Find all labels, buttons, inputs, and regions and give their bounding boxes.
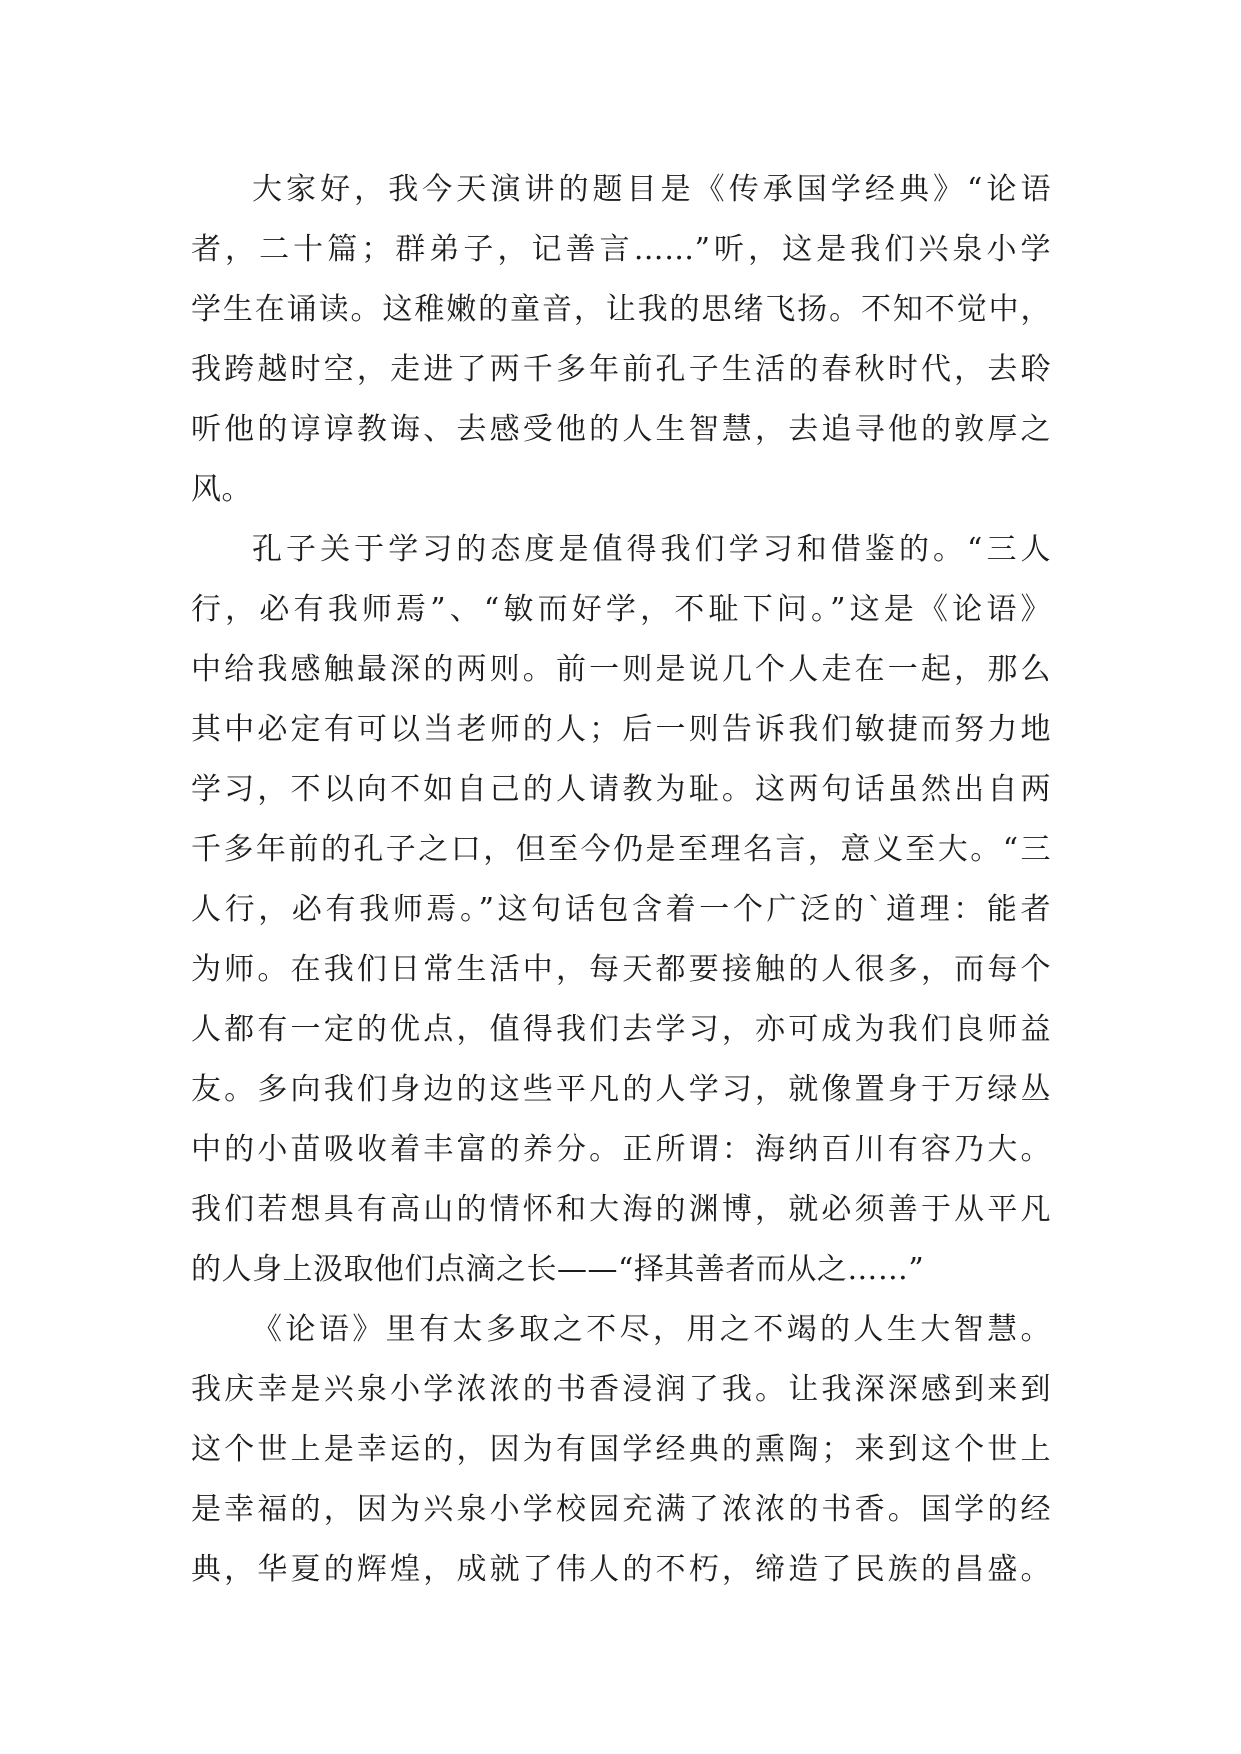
text-line: 我们若想具有高山的情怀和大海的渊博，就必须善于从平凡 bbox=[191, 1192, 1051, 1227]
text-line: 是幸福的，因为兴泉小学校园充满了浓浓的书香。国学的经 bbox=[191, 1492, 1051, 1527]
text-line: 典，华夏的辉煌，成就了伟人的不朽，缔造了民族的昌盛。 bbox=[191, 1552, 1051, 1587]
text-line: 《论语》里有太多取之不尽，用之不竭的人生大智慧。 bbox=[252, 1312, 1051, 1347]
text-line: 行，必有我师焉”、“敏而好学，不耻下问。”这是《论语》 bbox=[191, 592, 1051, 627]
paragraph-3 bbox=[191, 1300, 1051, 1600]
text-line: 为师。在我们日常生活中，每天都要接触的人很多，而每个 bbox=[191, 952, 1051, 987]
text-line: 者，二十篇；群弟子，记善言……”听，这是我们兴泉小学 bbox=[191, 232, 1051, 267]
text-line: 我庆幸是兴泉小学浓浓的书香浸润了我。让我深深感到来到 bbox=[191, 1372, 1051, 1407]
text-line: 中的小苗吸收着丰富的养分。正所谓：海纳百川有容乃大。 bbox=[191, 1132, 1051, 1167]
text-line: 孔子关于学习的态度是值得我们学习和借鉴的。“三人 bbox=[252, 532, 1051, 567]
text-line: 千多年前的孔子之口，但至今仍是至理名言，意义至大。“三 bbox=[191, 832, 1051, 867]
document-body bbox=[191, 160, 1051, 1600]
text-line: 我跨越时空，走进了两千多年前孔子生活的春秋时代，去聆 bbox=[191, 352, 1051, 387]
text-line: 学生在诵读。这稚嫩的童音，让我的思绪飞扬。不知不觉中， bbox=[191, 292, 1051, 327]
text-line: 人都有一定的优点，值得我们去学习，亦可成为我们良师益 bbox=[191, 1012, 1051, 1047]
text-line: 大家好，我今天演讲的题目是《传承国学经典》“论语 bbox=[252, 172, 1051, 207]
text-line: 友。多向我们身边的这些平凡的人学习，就像置身于万绿丛 bbox=[191, 1072, 1051, 1107]
text-line: 这个世上是幸运的，因为有国学经典的熏陶；来到这个世上 bbox=[191, 1432, 1051, 1467]
paragraph-2 bbox=[191, 520, 1051, 1300]
text-line: 风。 bbox=[191, 472, 252, 507]
text-line: 听他的谆谆教诲、去感受他的人生智慧，去追寻他的敦厚之 bbox=[191, 412, 1051, 447]
text-line: 中给我感触最深的两则。前一则是说几个人走在一起，那么 bbox=[191, 652, 1051, 687]
paragraph-1 bbox=[191, 160, 1051, 520]
text-line: 的人身上汲取他们点滴之长——“择其善者而从之……” bbox=[191, 1252, 925, 1287]
text-line: 学习，不以向不如自己的人请教为耻。这两句话虽然出自两 bbox=[191, 772, 1051, 807]
text-line: 其中必定有可以当老师的人；后一则告诉我们敏捷而努力地 bbox=[191, 712, 1051, 747]
text-line: 人行，必有我师焉。”这句话包含着一个广泛的`道理：能者 bbox=[191, 892, 1051, 927]
